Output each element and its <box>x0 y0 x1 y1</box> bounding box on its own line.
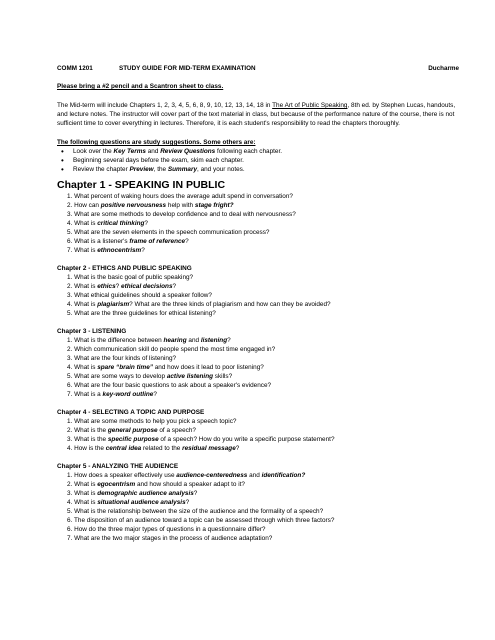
key-term: general purpose <box>107 427 158 434</box>
text-run: Look over the <box>73 148 114 155</box>
key-term: Summary <box>167 166 198 173</box>
suggestions-heading: The following questions are study suggestions. Some others are: <box>57 139 256 146</box>
text-run: of a speech? How do you write a specific purpose statement? <box>158 436 335 443</box>
text-run: 2. What is <box>67 283 98 290</box>
key-term: hearing <box>163 337 187 344</box>
key-term: plagiarism <box>97 301 130 308</box>
question-list <box>57 336 459 399</box>
text-run: and <box>145 148 161 155</box>
study-question <box>57 534 459 543</box>
text-run: 1. What percent of waking hours does the average adult spend in conversation? <box>67 193 293 200</box>
text-run: help with <box>166 202 195 209</box>
study-question <box>57 336 459 345</box>
key-term: residual message <box>182 445 236 452</box>
text-run: ? <box>153 391 157 398</box>
text-run: 3. What are the four kinds of listening? <box>67 355 177 362</box>
study-question <box>57 390 459 399</box>
text-run: 2. What is <box>67 481 98 488</box>
text-run: and how does it lead to poor listening? <box>152 364 264 371</box>
text-run: ? What are the three kinds of plagiarism and how can they be avoided? <box>129 301 331 308</box>
study-question <box>57 363 459 372</box>
text-run: 1. What is the difference between <box>67 337 164 344</box>
study-question <box>57 345 459 354</box>
text-run: following each chapter. <box>215 148 283 155</box>
text-run: 2. What is the <box>67 427 108 434</box>
text-run: skills? <box>213 373 233 380</box>
bring-supplies-note: Please bring a #2 pencil and a Scantron sheet to class. <box>57 83 224 90</box>
text-run: 2. Which communication skill do people spend the most time engaged in? <box>67 346 276 353</box>
text-run: ? <box>141 247 145 254</box>
text-run: related to the <box>141 445 183 452</box>
text-run: and <box>186 337 201 344</box>
text-run: Beginning several days before the exam, skim each chapter. <box>73 157 244 164</box>
study-question <box>57 435 459 444</box>
text-run: ? <box>185 499 190 506</box>
chapter-heading: Chapter 1 - SPEAKING IN PUBLIC <box>57 179 226 191</box>
text-run: 7. What are the two major stages in the process of audience adaptation? <box>67 535 273 542</box>
text-run: 3. What is the <box>67 436 108 443</box>
intro-text-2: , 8th ed. by Stephen Lucas, handouts, and lecture notes. The instructor will cover part of the text material in class, but because of the performance nature of the course, there is not sufficient time to cover everything in lectures. Therefore, it is each student's responsibility to read the chapters thoroughly. <box>57 102 456 127</box>
study-question <box>57 282 459 291</box>
suggestion-item <box>57 156 459 165</box>
text-run: ? <box>227 337 231 344</box>
text-run: 4. What is <box>67 364 98 371</box>
text-run: 7. What is <box>67 247 98 254</box>
key-term: ethnocentrism <box>97 247 142 254</box>
text-run: 1. How does a speaker effectively use <box>67 472 177 479</box>
study-question <box>57 192 459 201</box>
textbook-title: The Art of Public Speaking <box>272 102 348 109</box>
text-run: 1. What is the basic goal of public speaking? <box>67 274 194 281</box>
text-run: Review the chapter <box>73 166 130 173</box>
chapter-heading: Chapter 4 - SELECTING A TOPIC AND PURPOSE <box>57 409 205 416</box>
chapters-container <box>57 179 459 543</box>
text-run: ? <box>235 445 240 452</box>
text-run: ? <box>172 283 177 290</box>
intro-paragraph <box>57 101 459 128</box>
chapter-heading: Chapter 2 - ETHICS AND PUBLIC SPEAKING <box>57 265 192 272</box>
study-question <box>57 498 459 507</box>
text-run: 3. What ethical guidelines should a speaker follow? <box>67 292 212 299</box>
key-term: egocentrism <box>97 481 136 488</box>
key-term: spare “brain time” <box>97 364 153 371</box>
key-term: ethics <box>97 283 116 290</box>
key-term: key-word outline <box>102 391 154 398</box>
text-run: 3. What is <box>67 490 98 497</box>
key-term: frame of reference <box>129 238 186 245</box>
study-question <box>57 516 459 525</box>
text-run: 2. How can <box>67 202 101 209</box>
question-list <box>57 192 459 255</box>
key-term: Preview <box>129 166 154 173</box>
text-run: , and your notes. <box>197 166 245 173</box>
study-question <box>57 525 459 534</box>
key-term: listening <box>200 337 228 344</box>
text-run: 6. What are the four basic questions to ask about a speaker's evidence? <box>67 382 272 389</box>
study-question <box>57 246 459 255</box>
key-term: stage fright? <box>194 202 234 209</box>
question-list <box>57 471 459 543</box>
key-term: situational audience analysis <box>97 499 186 506</box>
study-question <box>57 300 459 309</box>
key-term: ethical decisions <box>121 283 173 290</box>
text-run: of a speech? <box>157 427 196 434</box>
text-run: 5. What are the seven elements in the speech communication process? <box>67 229 270 236</box>
text-run: 1. What are some methods to help you pick a speech topic? <box>67 418 237 425</box>
text-run: and <box>247 472 262 479</box>
text-run: 4. What is <box>67 499 98 506</box>
text-run: 7. What is a <box>67 391 103 398</box>
document-header <box>57 64 459 74</box>
study-question <box>57 291 459 300</box>
text-run: 4. How is the <box>67 445 106 452</box>
text-run: ? <box>115 283 122 290</box>
study-question <box>57 471 459 480</box>
question-list <box>57 273 459 318</box>
text-run: 4. What is <box>67 220 98 227</box>
key-term: audience-centeredness <box>176 472 248 479</box>
study-question <box>57 381 459 390</box>
document-title: STUDY GUIDE FOR MID-TERM EXAMINATION <box>119 65 256 72</box>
key-term: identification? <box>261 472 306 479</box>
study-question <box>57 354 459 363</box>
key-term: positive nervousness <box>100 202 167 209</box>
course-code: COMM 1201 <box>57 65 93 72</box>
study-question <box>57 273 459 282</box>
study-question <box>57 210 459 219</box>
key-term: critical thinking <box>97 220 145 227</box>
study-question <box>57 489 459 498</box>
key-term: Review Questions <box>160 148 216 155</box>
study-question <box>57 237 459 246</box>
intro-text-1: The Mid-term will include Chapters 1, 2, 3, 4, 5, 6, 8, 9, 10, 12, 13, 14, 18 in <box>57 102 273 109</box>
study-question <box>57 507 459 516</box>
chapter-heading: Chapter 5 - ANALYZING THE AUDIENCE <box>57 463 179 470</box>
text-run: ? <box>144 220 148 227</box>
text-run: ? <box>185 238 189 245</box>
study-question <box>57 309 459 318</box>
text-run: 3. What are some methods to develop confidence and to deal with nervousness? <box>67 211 296 218</box>
suggestion-item <box>57 165 459 174</box>
study-question <box>57 228 459 237</box>
instructor-name: Ducharme <box>428 65 459 72</box>
text-run: 5. What are some ways to develop <box>67 373 167 380</box>
text-run: 6. The disposition of an audience toward a topic can be assessed through which three factors? <box>67 517 335 524</box>
text-run: ? <box>193 490 198 497</box>
study-question <box>57 417 459 426</box>
key-term: Key Terms <box>113 148 146 155</box>
text-run: and how should a speaker adapt to it? <box>135 481 245 488</box>
key-term: central idea <box>105 445 142 452</box>
suggestion-item <box>57 147 459 156</box>
study-question <box>57 444 459 453</box>
study-question <box>57 372 459 381</box>
key-term: specific purpose <box>107 436 159 443</box>
text-run: 4. What is <box>67 301 98 308</box>
study-question <box>57 201 459 210</box>
text-run: 6. How do the three major types of questions in a questionnaire differ? <box>67 526 266 533</box>
text-run: , the <box>153 166 168 173</box>
text-run: 6. What is a listener's <box>67 238 130 245</box>
chapter-heading: Chapter 3 - LISTENING <box>57 328 127 335</box>
study-question <box>57 219 459 228</box>
text-run: 5. What are the three guidelines for ethical listening? <box>67 310 216 317</box>
text-run: 5. What is the relationship between the size of the audience and the formality of a speech? <box>67 508 324 515</box>
question-list <box>57 417 459 453</box>
key-term: active listening <box>166 373 213 380</box>
study-question <box>57 480 459 489</box>
key-term: demographic audience analysis <box>97 490 194 497</box>
study-question <box>57 426 459 435</box>
suggestions-list <box>57 147 459 174</box>
